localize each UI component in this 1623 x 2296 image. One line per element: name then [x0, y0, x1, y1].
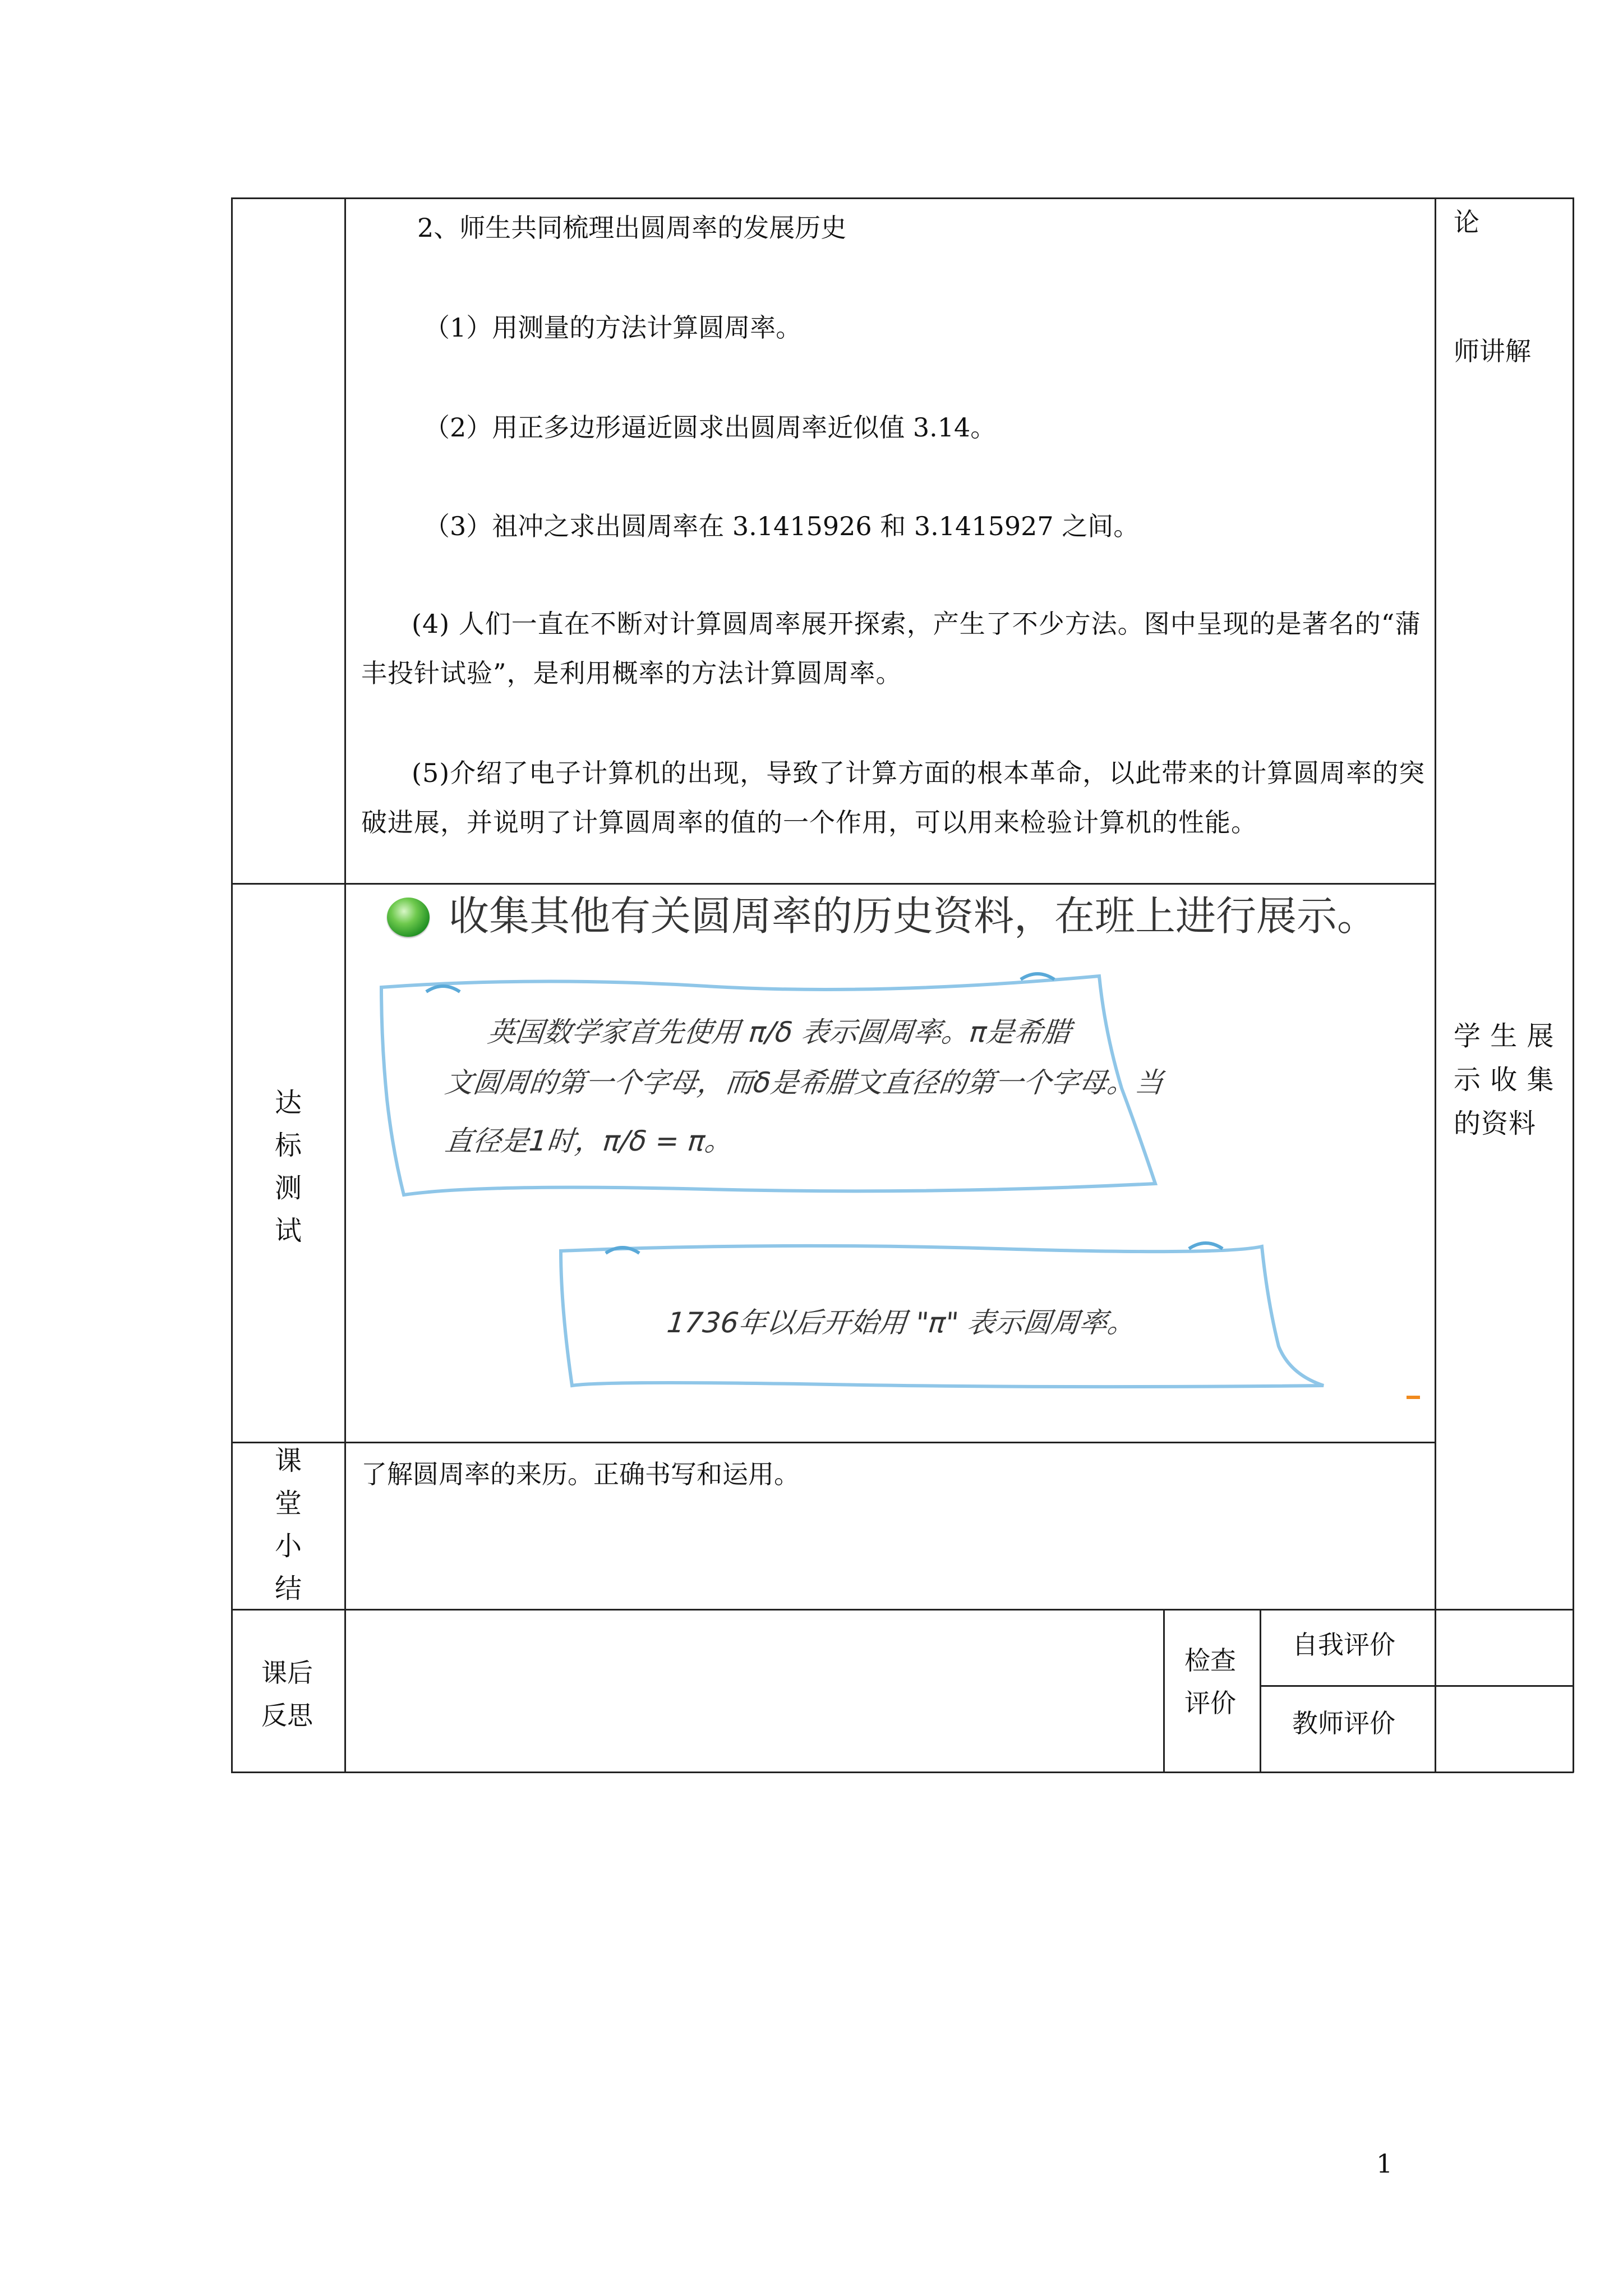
test-label-char: 达: [274, 1087, 302, 1119]
page-number: 1: [1376, 2148, 1393, 2179]
history-item-1: （1）用测量的方法计算圆周率。: [424, 312, 802, 343]
summary-label-char: 课: [274, 1445, 302, 1476]
right-col-student-show: 学 生 展 示 收 集 的资料: [1454, 1020, 1555, 1139]
summary-label-char: 结: [274, 1573, 302, 1604]
self-eval-label: 自我评价: [1292, 1630, 1395, 1660]
test-label-char: 测: [274, 1172, 302, 1204]
summary-label-char: 小: [274, 1530, 302, 1562]
check-label-2: 评价: [1184, 1688, 1236, 1718]
history-item-3: （3）祖冲之求出圆周率在 3.1415926 和 3.1415927 之间。: [424, 511, 1140, 541]
note-1-line-3: 直径是1时，π/δ = π。: [443, 1125, 735, 1157]
teacher-eval-label: 教师评价: [1292, 1708, 1395, 1738]
summary-label: [271, 1439, 305, 1610]
test-label-char: 试: [274, 1215, 302, 1246]
reflection-label-2: 反思: [261, 1700, 313, 1731]
history-item-4: (4) 人们一直在不断对计算圆周率展开探索，产生了不少方法。图中呈现的是著名的“蒲丰投针试验”，是利用概率的方法计算圆周率。: [361, 609, 1422, 688]
test-label-char: 标: [274, 1130, 302, 1161]
test-section-label: [271, 1082, 305, 1252]
check-label-1: 检查: [1184, 1645, 1236, 1676]
test-heading: 收集其他有关圆周率的历史资料，在班上进行展示。: [449, 892, 1378, 940]
reflection-label-1: 课后: [261, 1658, 313, 1688]
summary-text: 了解圆周率的来历。正确书写和运用。: [361, 1459, 800, 1489]
orange-mark: [1407, 1396, 1420, 1399]
note-1-line-2: 文圆周的第一个字母，而δ是希腊文直径的第一个字母。当: [443, 1066, 1165, 1099]
history-item-5: (5)介绍了电子计算机的出现，导致了计算方面的根本革命，以此带来的计算圆周率的突破进展，并说明了计算圆周率的值的一个作用，可以用来检验计算机的性能。: [361, 758, 1426, 838]
note-2-text: 1736年以后开始用 "π" 表示圆周率。: [665, 1306, 1137, 1339]
history-item-2: （2）用正多边形逼近圆求出圆周率近似值 3.14。: [424, 412, 997, 443]
history-title: 2、师生共同梳理出圆周率的发展历史: [417, 213, 847, 243]
summary-label-char: 堂: [274, 1488, 302, 1519]
right-col-top-char: 论: [1454, 207, 1479, 237]
green-bullet-icon: [387, 898, 430, 937]
right-col-teacher-explain: 师讲解: [1454, 336, 1531, 366]
note-1-line-1: 英国数学家首先使用 π/δ 表示圆周率。π是希腊: [486, 1016, 1073, 1048]
